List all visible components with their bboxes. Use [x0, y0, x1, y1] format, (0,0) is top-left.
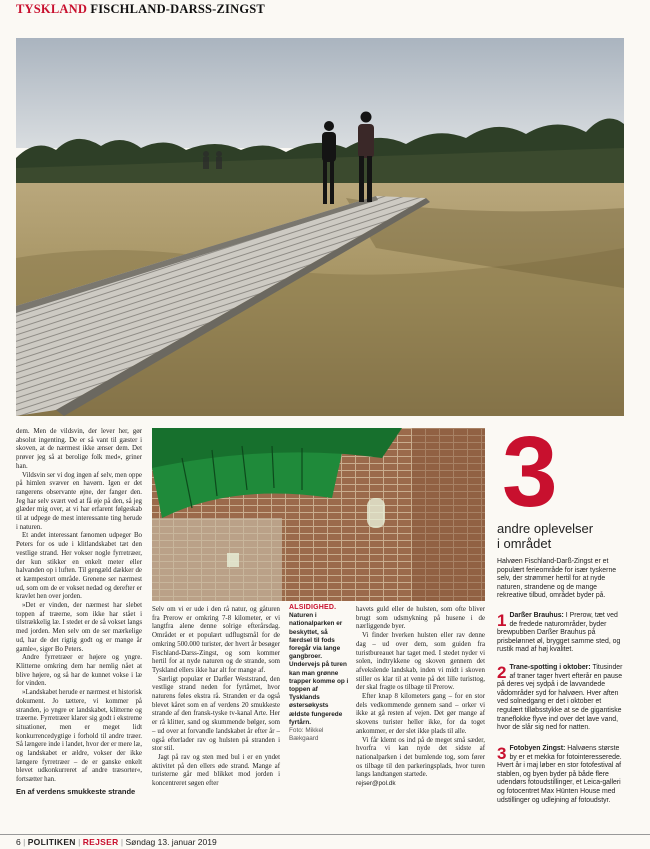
- lighthouse-stairs-photo: [152, 428, 485, 601]
- article-column-1: [16, 428, 142, 797]
- sidebar-item-number: 3: [497, 744, 507, 763]
- sidebar-item-text: Halvøens største by er et mekka for fotointeresserede. Hvert år i maj løber en stor fotofestival af stablen, og byen byder på både flere udendørs fotoudstillinger, et Leica-galleri og fotocentret Max Hünten House med udstillinger og udlejning af fotoudstyr.: [497, 745, 622, 804]
- sidebar-item-title: Trane-spotting i oktober:: [509, 664, 591, 671]
- sidebar-item: [497, 664, 625, 733]
- col1-subhead: En af verdens smukkeste strande: [16, 786, 136, 796]
- section-kicker: [16, 2, 265, 17]
- sidebar-item: [497, 745, 625, 805]
- sidebar-heading-line1: andre oplevelser: [497, 521, 594, 536]
- sidebar-item-text: I Prerow, tæt ved de fredede naturområder, byder brewpubben Darßer Brauhus på prisbelønnet øl, brygget samme sted, og rustik mad af høj kvalitet.: [497, 612, 621, 654]
- col1-paragraph: Et andet interessant fænomen udpeger Bo Peters for os ude i klitlandskabet tæt den vestlige strand. Her vokser nogle fyrretræer, der kun stikker en enkelt meter eller halvanden op i luften. Til gengæld dækker de et kæmpestort område. Grenene ser nærmest ud, som om de er vokset nedad og derefter er kravlet hen over jorden.: [16, 532, 142, 601]
- sidebar-item-title: Fotobyen Zingst:: [509, 745, 566, 752]
- col2-paragraph: Selv om vi er ude i den rå natur, og gåturen fra Prerow er omkring 7-8 kilometer, er vi langtfra alene denne solrige efterårsdag. Området er et populært udflugtsmål for de omkring 500.000 turister, der hvert år besøger Fischland-Darss-Zingst, og som kommer hertil for at nyde naturen og de strande, som Tyskland ellers ikke har alt for mange af.: [152, 606, 280, 674]
- article-column-2: [152, 606, 280, 789]
- boardwalk-photo: [16, 38, 624, 416]
- col4-paragraph: Efter knap 8 kilometers gang – for en stor dels vedkommende gennem sand – orker vi ikke at gå resten af vejen. Det gør mange af skovens turister heller ikke, for da toget ankommer, er der slet ikke plads til alle.: [356, 693, 485, 735]
- col1-paragraph: »Det er vinden, der nærmest har slebet toppen af træerne, som ikke har stået i tilstrækkelig læ. I stedet er de så vokset langs med jorden. Men selv om de ser mærkelige ud, har de det rigtig godt og er mange år gamle«, siger Bo Peters.: [16, 602, 142, 653]
- col4-paragraph: Vi finder hverken hulsten eller rav denne dag – ud over dem, som guiden fra turistbureauet har taget med. I stedet nyder vi solen, indtrykkene og skoven gennem det afvekslende landskab, inden vi midt i skoven stiller os klar til at vente på det lille turisttog, der skal fragte os tilbage til Prerow.: [356, 632, 485, 692]
- sidebar-heading: [497, 521, 627, 551]
- col4-paragraph: Vi får klemt os ind på de meget små sæder, hvorfra vi kan nyde det sidste af nationalparken i det bumlende tog, som fører os tilbage til den parkeringsplads, hvor turen langs landtangen startede.: [356, 736, 485, 779]
- col1-paragraph: Vildsvin ser vi dog ingen af selv, men oppe på himlen svæver en havørn. Igen er det rangerens observante øjne, der fanger den. Jeg har selv svært ved at få øje på den, så jeg glæder mig over, at vi har erfarent følgeskab til at udpege de mest interessante ting herude i naturen.: [16, 471, 142, 531]
- caption-body: Naturen i nationalparken er beskyttet, så færdsel til fods foregår via lange gangbroer. Undervejs på turen kan man grønne trapper komme op i toppen af Tysklands østersøkysts ældste fungerede fyrtårn.: [289, 612, 349, 726]
- kicker-country: TYSKLAND: [16, 2, 88, 16]
- col1-paragraph: dem. Men de vildsvin, der lever her, gør absolut ingenting. De er så vant til gæster i skoven, at de nærmest ikke ænser dem. Det prøver jeg så at berolige folk med«, griner han.: [16, 428, 142, 470]
- newspaper-name: POLITIKEN: [27, 837, 76, 847]
- kicker-region: FISCHLAND-DARSS-ZINGST: [90, 2, 265, 16]
- sidebar-heading-line2: i området: [497, 536, 552, 551]
- sidebar-big-number: 3: [502, 416, 558, 528]
- col2-paragraph: Jagt på rav og sten med bul i er en yndet aktivitet på den ellers øde strand. Mange af turisterne går med blikket mod jorden i koncentreret søgen efter: [152, 753, 280, 788]
- col2-paragraph: Særligt populær er Darßer Weststrand, den vestlige strand neden for fyrtårnet, hvor naturens føles ekstra rå. Stranden er da også blevet kåret som en af verdens 20 smukkeste strande af den fransk-tyske tv-kanal Arte. Her er rå klitter, sand og skummende bølger, som – ud over at forvandle landskabet år efter år – også efterlader rav og hulsten på stranden i stor stil.: [152, 675, 280, 753]
- sidebar-item-number: 1: [497, 611, 507, 630]
- sidebar-item: [497, 612, 625, 655]
- page-number: 6: [16, 837, 21, 847]
- article-column-4: [356, 606, 485, 789]
- col1-paragraph: »Landskabet herude er nærmest et historisk dokument. Jo tættere, vi kommer på stranden, jo yngre er landskabet, klitterne og træerne. Fyrretræer klarer sig godt i ekstreme situationer, men er meget lidt konkurrencedygtige i forhold til andre træer. Så længere inde i landet, hvor der er mere læ, og landskabet er ældre, vokser der ikke længere fyrretræer – de er ganske enkelt blevet udkonkurreret af andre træsorter«, fortsætter han.: [16, 689, 142, 784]
- sidebar-item-title: Darßer Brauhus:: [509, 612, 564, 619]
- col1-paragraph: Andre fyrretræer er højere og yngre. Klitterne omkring dem har nemlig nået at blive højere, og så har de kunnet vokse i læ for vinden.: [16, 654, 142, 688]
- footer-rule: [0, 834, 650, 835]
- section-name: REJSER: [82, 837, 119, 847]
- caption-heading: ALSIDIGHED.: [289, 604, 337, 611]
- author-email: rejser@pol.dk: [356, 780, 396, 788]
- photo-caption: [289, 604, 349, 743]
- sidebar-item-number: 2: [497, 663, 507, 682]
- page-footer: 6 | POLITIKEN | REJSER | Søndag 13. januar 2019: [0, 834, 650, 849]
- sidebar-item-text: Titusinder af traner tager hvert efterår en pause på deres vej sydpå i de lavvandede vådområder syd for halvøen. Hver aften ved solnedgang er det i oktober et regulært tilløbsstykke at se de gigantiske traneflokke flyve ind over det lave vand, hvor de slår sig ned for natten.: [497, 664, 623, 732]
- sidebar-intro: Halvøen Fischland-Darß-Zingst er et populært ferieområde for især tyskerne selv, der strømmer hertil for at nyde naturen, strandene og de mange rekreative tilbud, området byder på.: [497, 558, 617, 600]
- col4-paragraph: havets guld eller de hulsten, som ofte bliver brugt som udsmykning på husene i de nærliggende byer.: [356, 606, 485, 631]
- issue-date: Søndag 13. januar 2019: [125, 837, 217, 847]
- caption-credit: Foto: Mikkel Bækgaard: [289, 727, 324, 743]
